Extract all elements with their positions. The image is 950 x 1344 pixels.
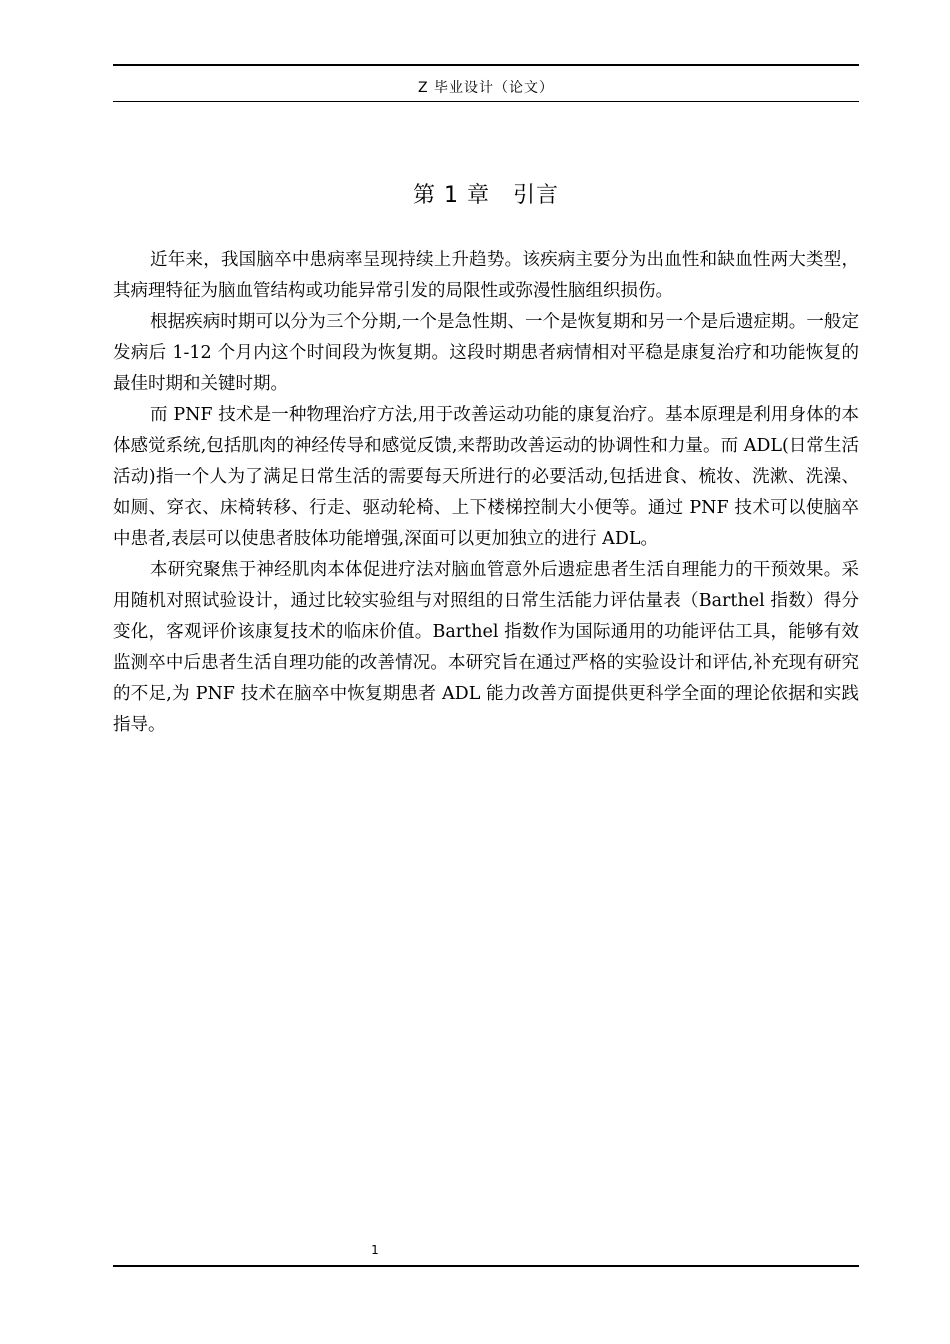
page-number: 1	[371, 1243, 379, 1257]
body-text	[113, 245, 859, 741]
footer-rule	[113, 1265, 859, 1267]
chapter-title: 第 1 章 引言	[413, 183, 559, 208]
running-header: Z 毕业设计（论文）	[417, 80, 555, 96]
paragraph-3: 而 PNF 技术是一种物理治疗方法,用于改善运动功能的康复治疗。基本原理是利用身体的本体感觉系统,包括肌肉的神经传导和感觉反馈,来帮助改善运动的协调性和力量。而 ADL(日常生活活动)指一个人为了满足日常生活的需要每天所进行的必要活动,包括进食、梳妆、洗漱、洗澡、如厕、穿衣、床椅转移、行走、驱动轮椅、上下楼梯控制大小便等。通过 PNF 技术可以使脑卒中患者,表层可以使患者肢体功能增强,深面可以更加独立的进行 ADL。	[113, 405, 859, 549]
paragraph-4: 本研究聚焦于神经肌肉本体促进疗法对脑血管意外后遗症患者生活自理能力的干预效果。采用随机对照试验设计，通过比较实验组与对照组的日常生活能力评估量表（Barthel 指数）得分变化，客观评价该康复技术的临床价值。Barthel 指数作为国际通用的功能评估工具，能够有效监测卒中后患者生活自理功能的改善情况。本研究旨在通过严格的实验设计和评估,补充现有研究的不足,为 PNF 技术在脑卒中恢复期患者 ADL 能力改善方面提供更科学全面的理论依据和实践指导。	[113, 560, 859, 735]
header-top-rule	[113, 64, 859, 66]
paragraph-2: 根据疾病时期可以分为三个分期,一个是急性期、一个是恢复期和另一个是后遗症期。一般定发病后 1-12 个月内这个时间段为恢复期。这段时期患者病情相对平稳是康复治疗和功能恢复的最佳时期和关键时期。	[113, 312, 859, 394]
paragraph-1: 近年来，我国脑卒中患病率呈现持续上升趋势。该疾病主要分为出血性和缺血性两大类型，其病理特征为脑血管结构或功能异常引发的局限性或弥漫性脑组织损伤。	[113, 250, 859, 301]
header-bottom-rule	[113, 101, 859, 102]
